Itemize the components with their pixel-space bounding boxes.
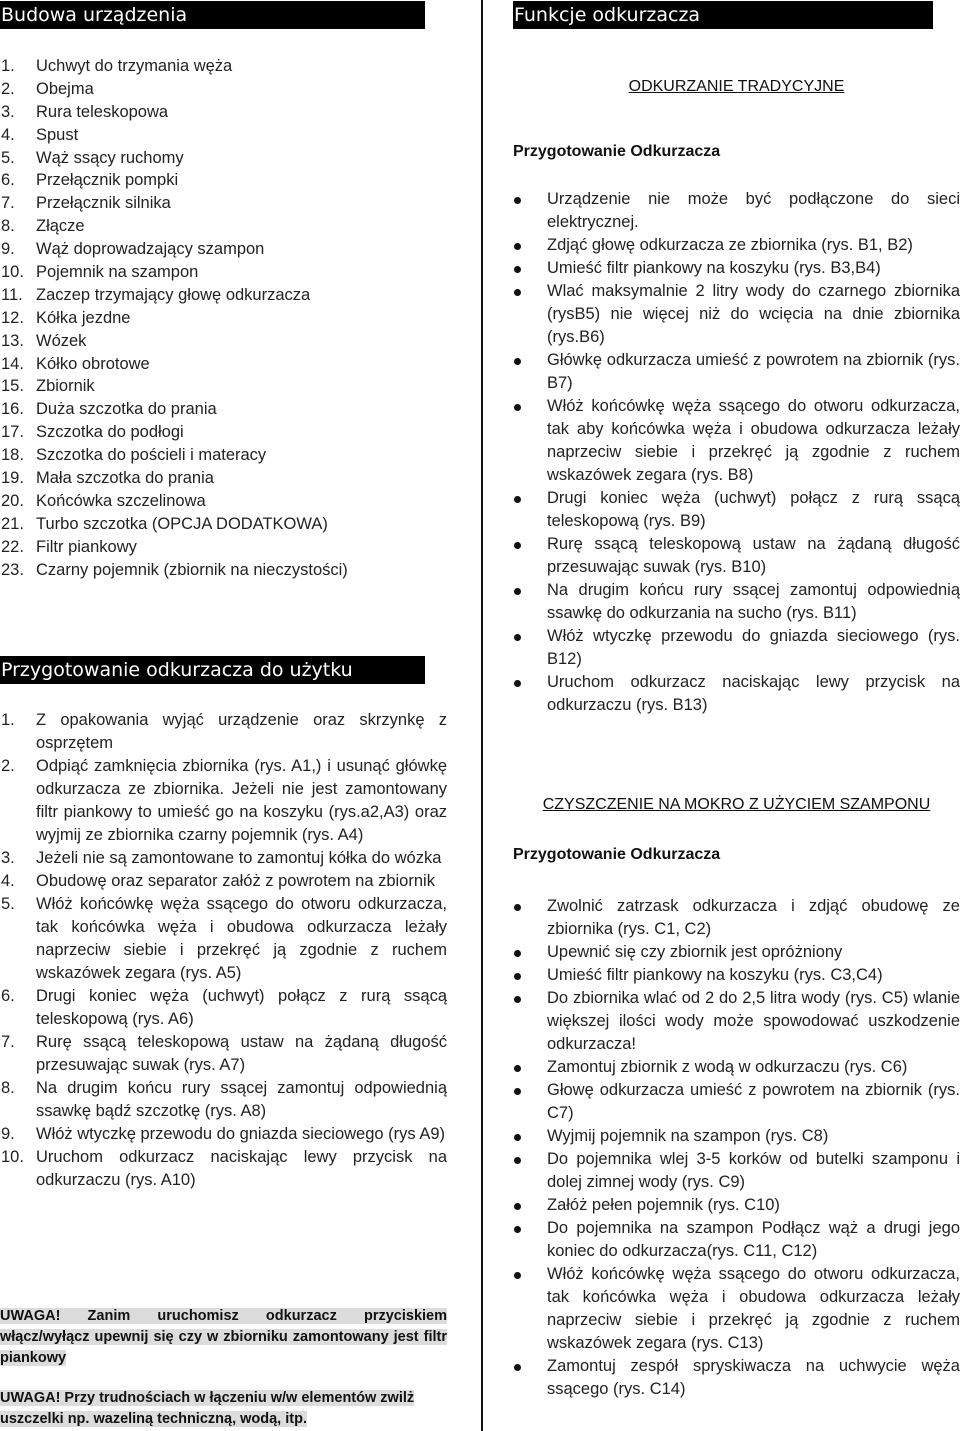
bullet-item xyxy=(513,188,960,234)
bullet-item xyxy=(513,487,960,533)
bullet-icon xyxy=(514,1088,521,1095)
part-item xyxy=(0,78,460,101)
part-item xyxy=(0,467,460,490)
list-item-number: 6. xyxy=(1,987,15,1005)
list-item-number: 3. xyxy=(1,102,15,121)
list-item-number: 5. xyxy=(1,895,15,913)
warning-filter xyxy=(0,1306,447,1369)
list-item-number: 5. xyxy=(1,148,15,167)
list-item-text: Włóż wtyczkę przewodu do gniazda sieciowego (rys A9) xyxy=(36,1125,446,1143)
bullet-icon xyxy=(514,973,521,980)
bullet-item xyxy=(513,941,960,964)
bullet-item xyxy=(513,1263,960,1355)
list-item-text: Głowę odkurzacza umieść z powrotem na zbiornik (rys. C7) xyxy=(547,1081,960,1122)
bullet-icon xyxy=(514,904,521,911)
bullet-item xyxy=(513,964,960,987)
list-item-text: Umieść filtr piankowy na koszyku (rys. B3,B4) xyxy=(547,259,881,277)
list-item-text: Wózek xyxy=(36,331,87,350)
step-item xyxy=(0,847,447,870)
list-item-text: Szczotka do pościeli i materacy xyxy=(36,446,267,465)
bullet-item xyxy=(513,895,960,941)
list-item-text: Rurę ssącą teleskopową ustaw na żądaną długość przesuwając suwak (rys. B10) xyxy=(547,535,960,576)
part-item xyxy=(0,169,460,192)
list-item-text: Włóż końcówkę węża ssącego do otworu odkurzacza, tak końcówka węża i obudowa odkurzacza leżały naprzeciw siebie i przekręć ją zgodnie z ruchem wskazówek zegara (rys. C13) xyxy=(547,1265,960,1352)
part-item xyxy=(0,124,460,147)
part-item xyxy=(0,261,460,284)
list-item-text: Spust xyxy=(36,125,79,144)
list-item-number: 12. xyxy=(1,308,24,327)
bullet-item xyxy=(513,1194,960,1217)
part-item xyxy=(0,375,460,398)
bullet-item xyxy=(513,987,960,1056)
list-item-number: 17. xyxy=(1,423,24,442)
warning-seals xyxy=(0,1388,447,1430)
list-item-text: Przełącznik silnika xyxy=(36,194,171,213)
list-item-text: Duża szczotka do prania xyxy=(36,400,217,419)
heading-przygotowanie: Przygotowanie odkurzacza do użytku xyxy=(0,656,425,684)
list-item-text: Kółka jezdne xyxy=(36,308,131,327)
bullet-icon xyxy=(514,634,521,641)
list-item-text: Obejma xyxy=(36,79,94,98)
list-item-text: Odpiąć zamknięcia zbiornika (rys. A1,) i usunąć główkę odkurzacza ze zbiornika. Jeżeli nie jest zamontowany filtr piankowy to umieść go na koszyku (rys.a2,A3) oraz wyjmij ze zbiornika czarny pojemnik (rys. A4) xyxy=(36,757,447,844)
list-item-number: 2. xyxy=(1,757,15,775)
bullet-icon xyxy=(514,950,521,957)
list-item-number: 11. xyxy=(1,285,23,304)
bullet-icon xyxy=(514,1203,521,1210)
list-item-text: Włóż wtyczkę przewodu do gniazda sieciowego (rys. B12) xyxy=(547,627,960,668)
step-item xyxy=(0,1123,447,1146)
bullet-item xyxy=(513,579,960,625)
list-item-number: 13. xyxy=(1,331,24,350)
column-divider xyxy=(481,0,483,1431)
bullet-icon xyxy=(514,1065,521,1072)
list-item-text: Na drugim końcu rury ssącej zamontuj odpowiednią ssawkę bądź szczotkę (rys. A8) xyxy=(36,1079,447,1120)
list-item-number: 7. xyxy=(1,1033,15,1051)
bullet-icon xyxy=(514,680,521,687)
parts-list xyxy=(0,55,460,581)
list-item-text: Wąż doprowadzający szampon xyxy=(36,240,265,259)
bullet-item xyxy=(513,1056,960,1079)
bullet-item xyxy=(513,1148,960,1194)
list-item-number: 4. xyxy=(1,872,15,890)
step-item xyxy=(0,709,447,755)
bullet-item xyxy=(513,349,960,395)
part-item xyxy=(0,215,460,238)
list-item-text: Drugi koniec węża (uchwyt) połącz z rurą ssącą teleskopową (rys. B9) xyxy=(547,489,960,530)
prep-label-dry: Przygotowanie Odkurzacza xyxy=(513,143,721,160)
part-item xyxy=(0,330,460,353)
bullet-icon xyxy=(514,358,521,365)
bullet-list-dry xyxy=(513,188,960,717)
list-item-number: 22. xyxy=(1,537,24,556)
step-item xyxy=(0,893,447,985)
list-item-text: Do pojemnika wlej 3-5 korków od butelki szamponu i dolej zimnej wody (rys. C9) xyxy=(547,1150,960,1191)
warning-seals-text: UWAGA! Przy trudnościach w łączeniu w/w elementów zwilż uszczelki np. wazeliną techniczną, wodą, itp. xyxy=(0,1390,415,1427)
step-item xyxy=(0,870,447,893)
bullet-item xyxy=(513,1217,960,1263)
step-item xyxy=(0,1146,447,1192)
bullet-item xyxy=(513,533,960,579)
list-item-text: Włóż końcówkę węża ssącego do otworu odkurzacza, tak końcówka węża i obudowa odkurzacza leżały naprzeciw siebie i przekręć ją zgodnie z ruchem wskazówek zegara (rys. A5) xyxy=(36,895,447,982)
section-title-dry: ODKURZANIE TRADYCYJNE xyxy=(628,78,845,95)
part-item xyxy=(0,513,460,536)
list-item-text: Uruchom odkurzacz naciskając lewy przycisk na odkurzaczu (rys. B13) xyxy=(547,673,960,714)
list-item-text: Do zbiornika wlać od 2 do 2,5 litra wody (rys. C5) wlanie większej ilości wody może spowodować uszkodzenie odkurzacza! xyxy=(547,989,960,1053)
list-item-text: Jeżeli nie są zamontowane to zamontuj kółka do wózka xyxy=(36,849,442,867)
list-item-number: 8. xyxy=(1,1079,15,1097)
bullet-icon xyxy=(514,1272,521,1279)
list-item-number: 7. xyxy=(1,194,15,213)
part-item xyxy=(0,421,460,444)
list-item-number: 18. xyxy=(1,446,24,465)
list-item-number: 1. xyxy=(1,57,15,75)
list-item-number: 10. xyxy=(1,1148,24,1166)
list-item-text: Z opakowania wyjąć urządzenie oraz skrzynkę z osprzętem xyxy=(36,711,447,752)
bullet-icon xyxy=(514,197,521,204)
part-item xyxy=(0,55,460,78)
list-item-text: Wlać maksymalnie 2 litry wody do czarnego zbiornika (rysB5) nie więcej niż do wcięcia na dnie zbiornika (rys.B6) xyxy=(547,282,960,346)
bullet-item xyxy=(513,257,960,280)
list-item-text: Końcówka szczelinowa xyxy=(36,491,206,510)
list-item-text: Zamontuj zespół spryskiwacza na uchwycie węża ssącego (rys. C14) xyxy=(547,1357,960,1398)
bullet-icon xyxy=(514,1134,521,1141)
list-item-number: 15. xyxy=(1,377,24,396)
bullet-icon xyxy=(514,266,521,273)
list-item-number: 16. xyxy=(1,400,24,419)
bullet-icon xyxy=(514,1157,521,1164)
list-item-text: Mała szczotka do prania xyxy=(36,469,214,488)
list-item-text: Czarny pojemnik (zbiornik na nieczystości) xyxy=(36,560,348,579)
list-item-text: Wąż ssący ruchomy xyxy=(36,148,184,167)
list-item-text: Kółko obrotowe xyxy=(36,354,150,373)
heading-budowa: Budowa urządzenia xyxy=(0,1,425,29)
list-item-text: Przełącznik pompki xyxy=(36,171,179,190)
step-item xyxy=(0,1077,447,1123)
list-item-number: 6. xyxy=(1,171,15,190)
bullet-item xyxy=(513,280,960,349)
bullet-item xyxy=(513,1079,960,1125)
list-item-text: Na drugim końcu rury ssącej zamontuj odpowiednią ssawkę do odkurzania na sucho (rys. B11) xyxy=(547,581,960,622)
list-item-number: 1. xyxy=(1,711,15,729)
list-item-text: Złącze xyxy=(36,217,85,236)
bullet-icon xyxy=(514,1226,521,1233)
part-item xyxy=(0,398,460,421)
part-item xyxy=(0,307,460,330)
part-item xyxy=(0,490,460,513)
bullet-list-wet xyxy=(513,895,960,1401)
list-item-text: Rurę ssącą teleskopową ustaw na żądaną długość przesuwając suwak (rys. A7) xyxy=(36,1033,447,1074)
list-item-text: Filtr piankowy xyxy=(36,537,137,556)
step-item xyxy=(0,1031,447,1077)
heading-funkcje: Funkcje odkurzacza xyxy=(513,1,933,29)
prep-label-wet: Przygotowanie Odkurzacza xyxy=(513,846,721,863)
bullet-icon xyxy=(514,289,521,296)
list-item-text: Uchwyt do trzymania węża xyxy=(36,57,233,75)
part-item xyxy=(0,444,460,467)
list-item-text: Obudowę oraz separator załóż z powrotem na zbiornik xyxy=(36,872,435,890)
bullet-icon xyxy=(514,1364,521,1371)
bullet-item xyxy=(513,1125,960,1148)
list-item-text: Zwolnić zatrzask odkurzacza i zdjąć obudowę ze zbiornika (rys. C1, C2) xyxy=(547,897,960,938)
bullet-item xyxy=(513,671,960,717)
part-item xyxy=(0,147,460,170)
section-title-wet: CZYSZCZENIE NA MOKRO Z UŻYCIEM SZAMPONU xyxy=(542,796,931,813)
list-item-number: 21. xyxy=(1,514,24,533)
list-item-number: 3. xyxy=(1,849,15,867)
list-item-text: Pojemnik na szampon xyxy=(36,263,199,282)
list-item-text: Turbo szczotka (OPCJA DODATKOWA) xyxy=(36,514,328,533)
list-item-text: Zaczep trzymający głowę odkurzacza xyxy=(36,285,311,304)
list-item-text: Zdjąć głowę odkurzacza ze zbiornika (rys. B1, B2) xyxy=(547,236,913,254)
list-item-text: Upewnić się czy zbiornik jest opróżniony xyxy=(547,943,843,961)
part-item xyxy=(0,238,460,261)
bullet-icon xyxy=(514,542,521,549)
warning-filter-text: UWAGA! Zanim uruchomisz odkurzacz przyciskiem włącz/wyłącz upewnij się czy w zbiorniku zamontowany jest filtr piankowy xyxy=(0,1308,447,1366)
bullet-icon xyxy=(514,996,521,1003)
list-item-text: Do pojemnika na szampon Podłącz wąż a drugi jego koniec do odkurzacza(rys. C11, C12) xyxy=(547,1219,960,1260)
bullet-icon xyxy=(514,404,521,411)
step-item xyxy=(0,755,447,847)
list-item-text: Włóż końcówkę węża ssącego do otworu odkurzacza, tak aby końcówka węża i obudowa odkurzacza leżały naprzeciw siebie i przekręć ją zgodnie z ruchem wskazówek zegara (rys. B8) xyxy=(547,397,960,484)
list-item-number: 14. xyxy=(1,354,24,373)
list-item-text: Szczotka do podłogi xyxy=(36,423,184,442)
list-item-number: 20. xyxy=(1,491,24,510)
list-item-number: 9. xyxy=(1,240,15,259)
part-item xyxy=(0,536,460,559)
part-item xyxy=(0,284,460,307)
list-item-text: Uruchom odkurzacz naciskając lewy przycisk na odkurzaczu (rys. A10) xyxy=(36,1148,447,1189)
list-item-text: Drugi koniec węża (uchwyt) połącz z rurą ssącą teleskopową (rys. A6) xyxy=(36,987,447,1028)
part-item xyxy=(0,559,460,582)
list-item-text: Wyjmij pojemnik na szampon (rys. C8) xyxy=(547,1127,829,1145)
list-item-text: Umieść filtr piankowy na koszyku (rys. C3,C4) xyxy=(547,966,883,984)
list-item-number: 2. xyxy=(1,79,15,98)
list-item-number: 8. xyxy=(1,217,15,236)
list-item-number: 23. xyxy=(1,560,24,579)
list-item-number: 10. xyxy=(1,263,24,282)
list-item-text: Główkę odkurzacza umieść z powrotem na zbiornik (rys. B7) xyxy=(547,351,960,392)
list-item-text: Urządzenie nie może być podłączone do sieci elektrycznej. xyxy=(547,190,960,231)
part-item xyxy=(0,101,460,124)
bullet-icon xyxy=(514,496,521,503)
bullet-item xyxy=(513,1355,960,1401)
steps-list xyxy=(0,709,447,1192)
bullet-icon xyxy=(514,588,521,595)
list-item-text: Zamontuj zbiornik z wodą w odkurzaczu (rys. C6) xyxy=(547,1058,908,1076)
bullet-item xyxy=(513,625,960,671)
bullet-icon xyxy=(514,243,521,250)
list-item-text: Rura teleskopowa xyxy=(36,102,169,121)
list-item-text: Załóż pełen pojemnik (rys. C10) xyxy=(547,1196,780,1214)
bullet-item xyxy=(513,234,960,257)
list-item-number: 4. xyxy=(1,125,15,144)
bullet-item xyxy=(513,395,960,487)
list-item-number: 9. xyxy=(1,1125,15,1143)
step-item xyxy=(0,985,447,1031)
part-item xyxy=(0,353,460,376)
part-item xyxy=(0,192,460,215)
list-item-text: Zbiornik xyxy=(36,377,95,396)
list-item-number: 19. xyxy=(1,469,24,488)
